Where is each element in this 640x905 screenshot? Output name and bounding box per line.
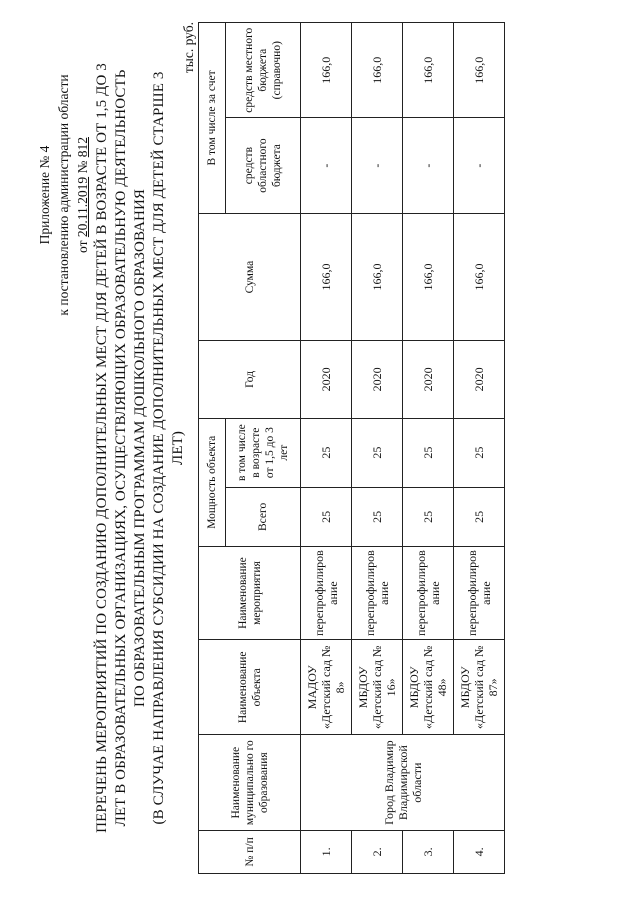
header-activity: Наименование мероприятия — [199, 547, 301, 640]
appendix-number: Приложение № 4 — [37, 145, 52, 245]
table-row: 1. Город Владимир Владимирской области МАДОУ «Детский сад № 8» перепрофилиров ание 25 25 2020 166,0 - 166,0 — [301, 23, 352, 874]
appendix-date-line: от 20.11.2019 № 812 — [75, 137, 90, 253]
units-label: тыс. руб. — [181, 22, 196, 74]
appendix-decree: к постановлению администрации области — [56, 74, 71, 316]
header-year: Год — [199, 341, 301, 418]
appendix-date: 20.11.2019 — [75, 176, 90, 238]
header-num: № п/п — [199, 830, 301, 873]
header-object: Наименование объекта — [199, 640, 301, 735]
measures-table — [198, 22, 505, 874]
header-regional: средств областного бюджета — [226, 118, 301, 213]
table-row: 2. МБДОУ «Детский сад № 16» перепрофилиров ание 25 25 2020 166,0 - 166,0 — [352, 23, 403, 874]
header-capacity: Мощность объекта — [199, 418, 226, 546]
table-header-row — [199, 23, 226, 874]
table-row: 3. МБДОУ «Детский сад № 48» перепрофилиров ание 25 25 2020 166,0 - 166,0 — [403, 23, 454, 874]
table-row: 4. МБДОУ «Детский сад № 87» перепрофилиров ание 25 25 2020 166,0 - 166,0 — [454, 23, 505, 874]
header-local: средств местного бюджета (справочно) — [226, 23, 301, 118]
header-sum: Сумма — [199, 213, 301, 340]
header-municipality: Наименование муниципально го образования — [199, 735, 301, 830]
municipality-cell: Город Владимир Владимирской области — [301, 735, 505, 830]
document-page — [35, 18, 605, 878]
header-capacity-total: Всего — [226, 487, 301, 546]
header-capacity-incl: в том числе в возрасте от 1,5 до 3 лет — [226, 418, 301, 487]
appendix-header — [35, 30, 92, 360]
appendix-decree-number: 812 — [75, 137, 90, 158]
header-including: В том числе за счет — [199, 23, 226, 214]
document-title: ПЕРЕЧЕНЬ МЕРОПРИЯТИЙ ПО СОЗДАНИЮ ДОПОЛНИТЕЛЬНЫХ МЕСТ ДЛЯ ДЕТЕЙ В ВОЗРАСТЕ ОТ 1,5 ДО 3 ЛЕТ В ОБРАЗОВАТЕЛЬНЫХ ОРГАНИЗАЦИЯХ, ОСУЩЕСТВЛЯЮЩИХ ОБРАЗОВАТЕЛЬНУЮ ДЕЯТЕЛЬНОСТЬ ПО ОБРАЗОВАТЕЛЬНЫМ ПРОГРАММАМ ДОШКОЛЬНОГО ОБРАЗОВАНИЯ (В СЛУЧАЕ НАПРАВЛЕНИЯ СУБСИДИИ НА СОЗДАНИЕ ДОПОЛНИТЕЛЬНЫХ МЕСТ ДЛЯ ДЕТЕЙ СТАРШЕ 3 ЛЕТ) — [94, 63, 186, 833]
